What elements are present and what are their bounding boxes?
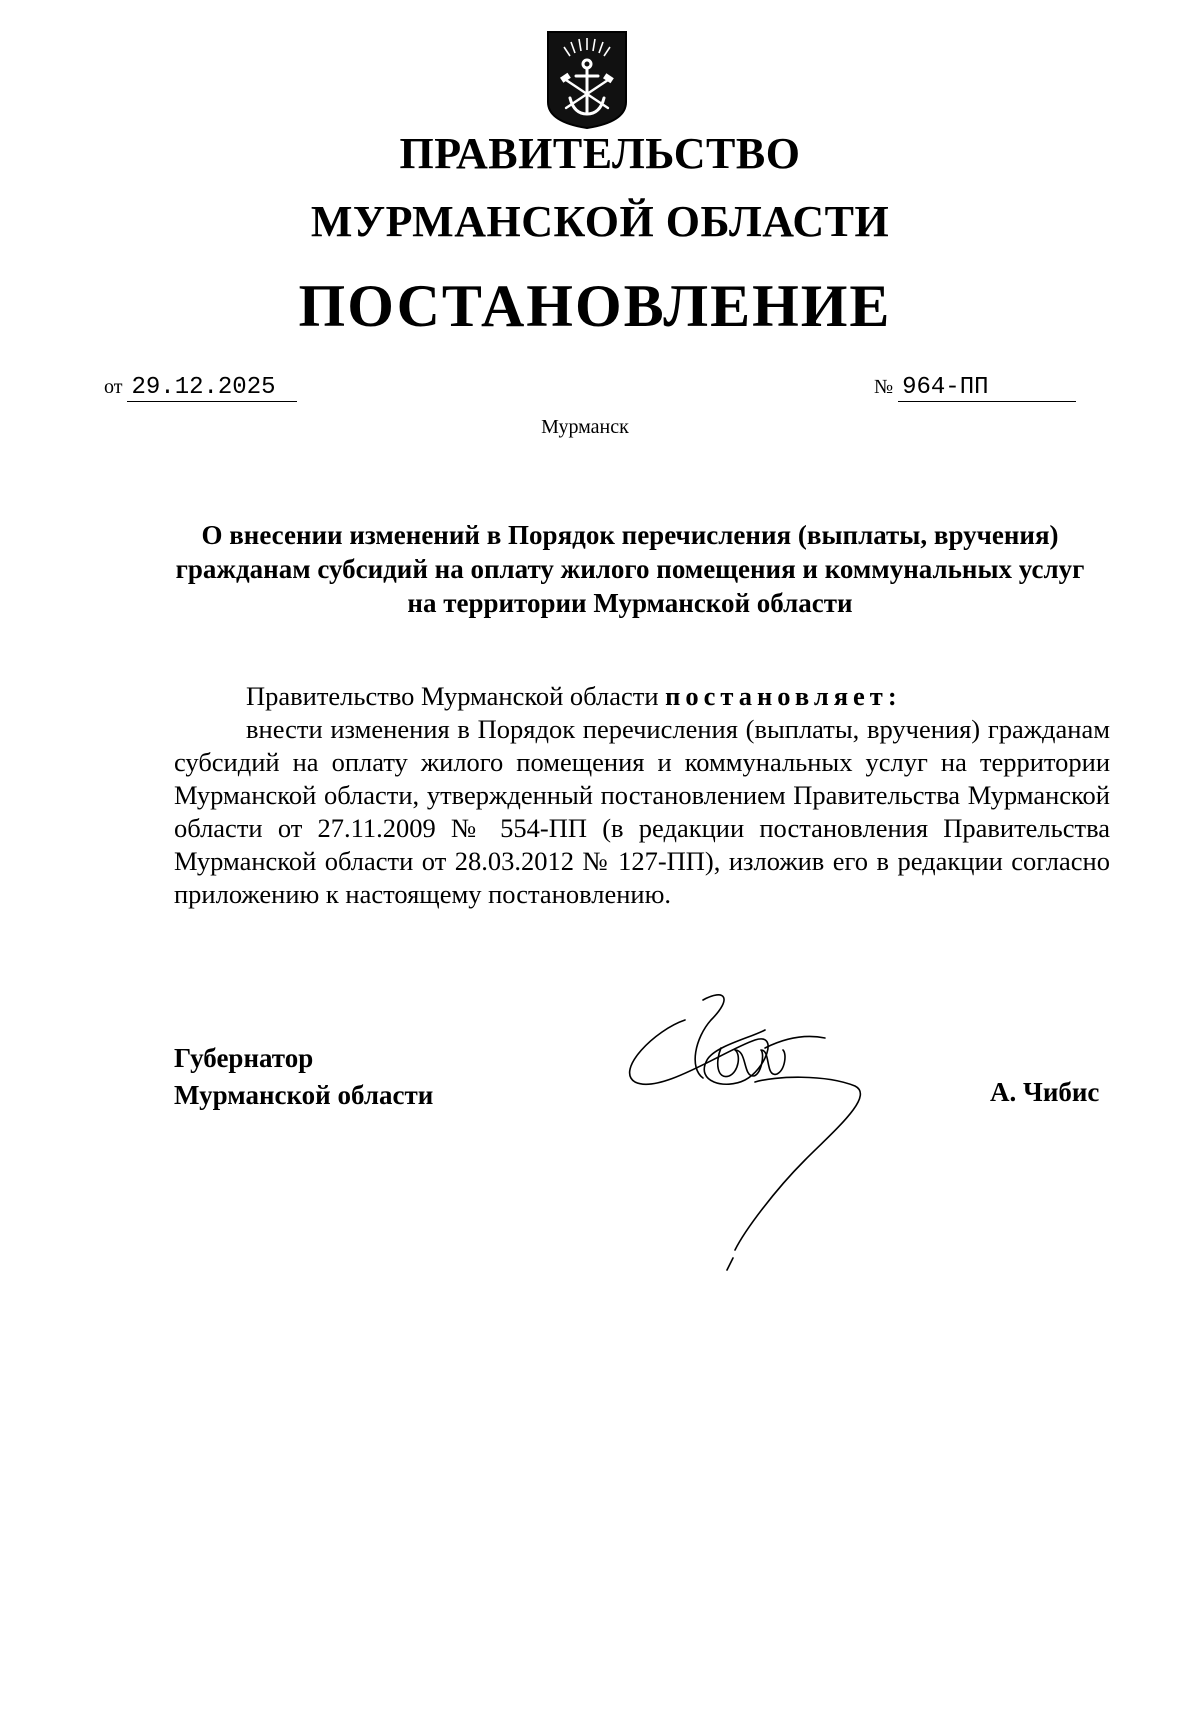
decree-paragraph: внести изменения в Порядок перечисления (выплаты, вручения) гражданам субсидий на оплату жилого помещения и коммунальных услуг на территории Мурманской области, утвержденный постановлением Правительства Мурманской области от 27.11.2009 № 554-ПП (в редакции постановления Правительства Мурманской области от 28.03.2012 № 127-ПП), изложив его в редакции согласно приложению к настоящему постановлению. xyxy=(174,714,1110,909)
signatory-name: А. Чибис xyxy=(990,1077,1100,1107)
document-subject: О внесении изменений в Порядок перечисления (выплаты, вручения) гражданам субсидий на оплату жилого помещения и коммунальных услуг на территории Мурманской области xyxy=(175,520,1085,618)
coat-of-arms-icon xyxy=(546,30,628,130)
org-name-line1: ПРАВИТЕЛЬСТВО xyxy=(399,129,801,178)
handwritten-signature xyxy=(615,990,915,1290)
city-name: Мурманск xyxy=(541,416,629,438)
decree-intro xyxy=(174,680,1110,713)
decree-word: постановляет: xyxy=(665,681,902,711)
signatory-title-line2: Мурманской области xyxy=(174,1080,434,1110)
number-prefix: № xyxy=(874,376,894,398)
date-prefix: от xyxy=(104,376,123,398)
decree-intro-text: Правительство Мурманской области xyxy=(246,681,659,711)
org-name-line2: МУРМАНСКОЙ ОБЛАСТИ xyxy=(310,197,890,246)
date-value: 29.12.2025 xyxy=(127,376,297,402)
signatory-title xyxy=(174,1040,433,1114)
document-number xyxy=(874,376,1076,402)
signatory-title-line1: Губернатор xyxy=(174,1043,314,1073)
document-body xyxy=(174,680,1110,911)
document-type-title: ПОСТАНОВЛЕНИЕ xyxy=(298,273,892,339)
number-value: 964-ПП xyxy=(898,376,1076,402)
document-date xyxy=(104,376,297,402)
